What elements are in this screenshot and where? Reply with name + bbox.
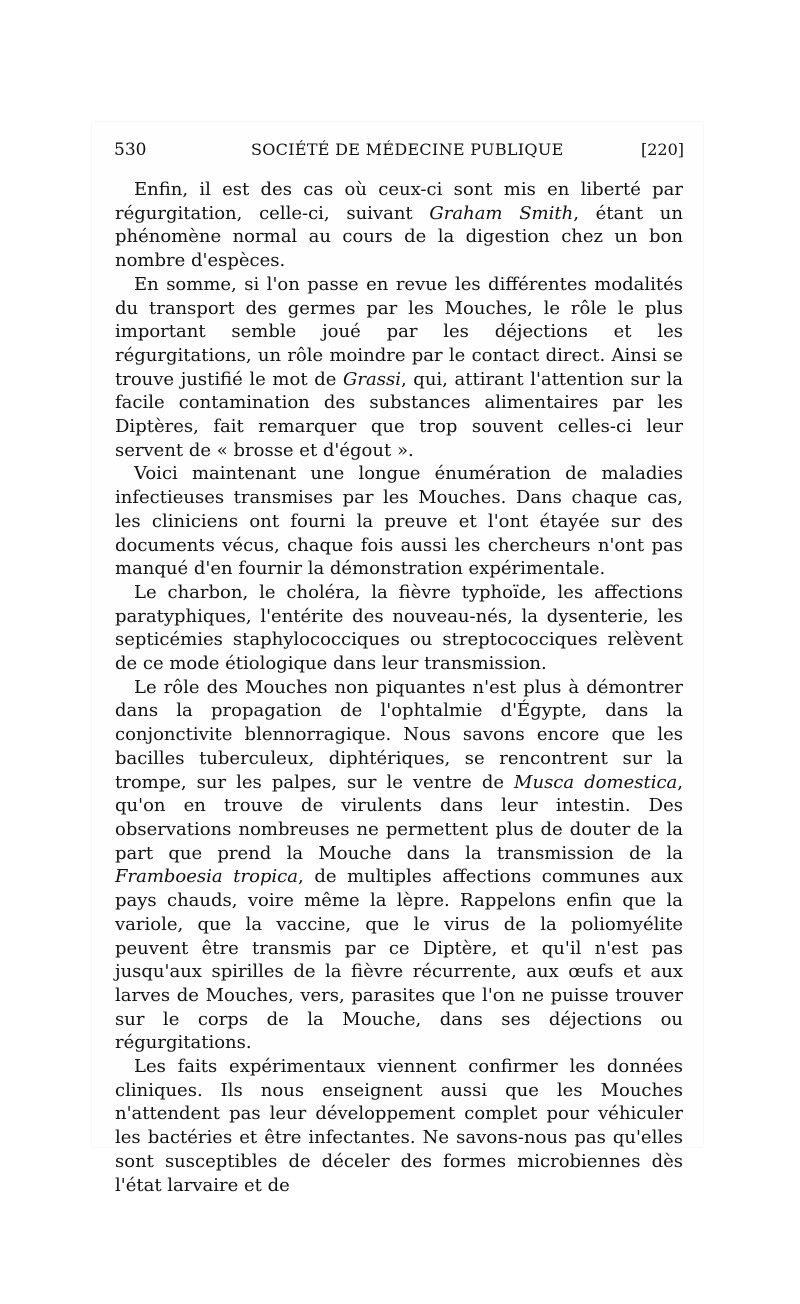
section-code: [220]: [640, 140, 684, 159]
body-text: [115, 178, 683, 1197]
page-number: 530: [114, 140, 147, 160]
paragraph-6: Les faits expérimentaux viennent confirmer les données cliniques. Ils nous enseignent aussi que les Mouches n'attendent pas leur développement complet pour véhiculer les bactéries et être infectantes. Ne savons-nous pas qu'elles sont susceptibles de déceler des formes microbiennes dès l'état larvaire et de: [115, 1056, 683, 1196]
paragraph-1: Enfin, il est des cas où ceux-ci sont mis en liberté par régurgitation, celle-ci, suivant Graham Smith, étant un phénomène normal au cours de la digestion chez un bon nombre d'espèces.: [115, 179, 683, 272]
paragraph-4: Le charbon, le choléra, la fièvre typhoïde, les affections paratyphiques, l'entérite des nouveau-nés, la dysenterie, les septicémies staphylococciques ou streptococciques relèvent de ce mode étiologique dans leur transmission.: [115, 581, 683, 675]
paragraph-2: En somme, si l'on passe en revue les différentes modalités du transport des germes par les Mouches, le rôle le plus important semble joué par les déjections et les régurgitations, un rôle moindre par le contact direct. Ainsi se trouve justifié le mot de Grassi, qui, attirant l'attention sur la facile contamination des substances alimentaires par les Diptères, fait remarquer que trop souvent celles-ci leur servent de « brosse et d'égout ».: [115, 273, 683, 461]
paragraph-5: Le rôle des Mouches non piquantes n'est plus à démontrer dans la propagation de l'ophtalmie d'Égypte, dans la conjonctivite blennorragique. Nous savons encore que les bacilles tuberculeux, diphtériques, se rencontrent sur la trompe, sur les palpes, sur le ventre de Musca domestica, qu'on en trouve de virulents dans leur intestin. Des observations nombreuses ne permettent plus de douter de la part que prend la Mouche dans la transmission de la Framboesia tropica, de multiples affections communes aux pays chauds, voire même la lèpre. Rappelons enfin que la variole, que la vaccine, que le virus de la poliomyélite peuvent être transmis par ce Diptère, et qu'il n'est pas jusqu'aux spirilles de la fièvre récurrente, aux œufs et aux larves de Mouches, vers, parasites que l'on ne puisse trouver sur le corps de la Mouche, dans ses déjections ou régurgitations.: [115, 676, 684, 1054]
paragraph-3: Voici maintenant une longue énumération de maladies infectieuses transmises par les Mouches. Dans chaque cas, les cliniciens ont fourni la preuve et l'ont étayée sur des documents vécus, chaque fois aussi les chercheurs n'ont pas manqué d'en fournir la démonstration expérimentale.: [115, 463, 683, 580]
running-header: [114, 140, 684, 168]
running-title: SOCIÉTÉ DE MÉDECINE PUBLIQUE: [251, 140, 564, 159]
